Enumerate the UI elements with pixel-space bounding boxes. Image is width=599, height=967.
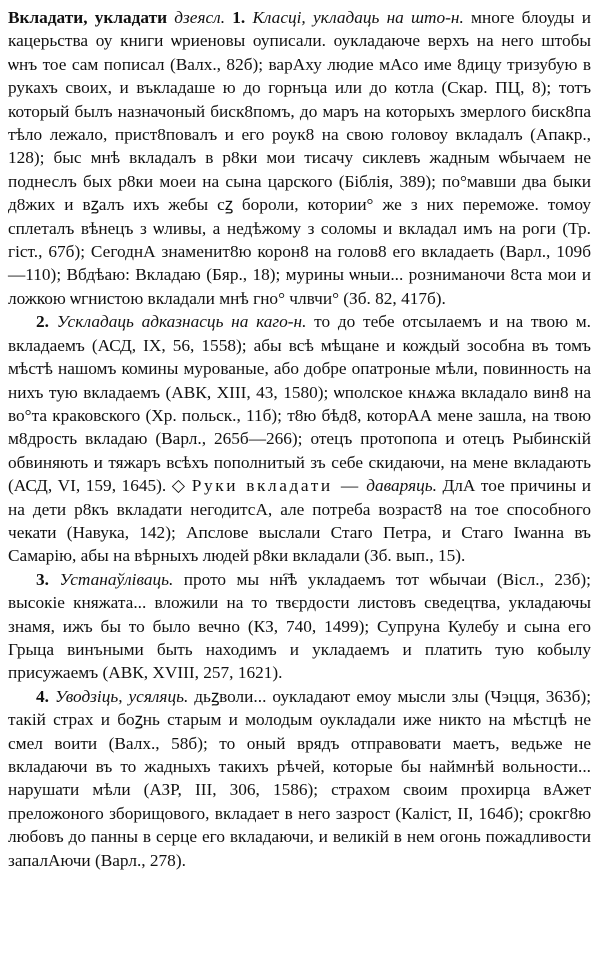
sense-number: 1. <box>232 8 246 27</box>
phrase: Руки вкладати — <box>191 476 361 496</box>
sense-1 <box>8 6 591 310</box>
sense-number: 2. <box>36 312 49 332</box>
headword: Вкладати, укладати <box>8 8 168 27</box>
sense-body: то до тебе отсылаемъ и на твою м. вкладаемъ (АСД, IX, 56, 1558); абы всѣ мѣщане и кождый зособна въ томъ мѣстѣ нашомъ комины мурованые, або добре опатроные мѣли, повинность на нихъ тую вкладаемъ (АВК, XIII, 43, 1580); ѡполское кнѧжа вкладало вин8 на во°та краковского (Хр. польск., 11б); т8ю бѣд8, которАА мене зашла, на твою м8дрость вкладаю (Варл., 265б—266); отецъ протопопа и отецъ Рыбинскій обвиняють и тяжаръ всѣхъ пополнитый зъ себе скидаючи, на мене вкладають (АСД, VI, 159, 1645). <box>8 312 591 496</box>
sense-gloss: Класці, укладаць на што-н. <box>252 8 464 27</box>
sense-gloss: Устанаўліваць. <box>59 569 174 589</box>
sense-number: 4. <box>36 686 49 706</box>
phrase-body: ДлА тое причины и на дети р8къ вкладати негодитсА, але потреба возраст8 на тое способного чекати (Навука, 142); Апслове выслали Стаго Петра, и Стаго Іѡанна въ Самарію, абы на вѣрныхъ людей р8ки вкладали (Зб. вып., 15). <box>8 476 592 566</box>
sense-3 <box>8 568 591 685</box>
sense-gloss: Ускладаць адказнасць на каго-н. <box>56 312 307 332</box>
sense-gloss: Уводзіць, усяляць. <box>54 686 189 706</box>
sense-number: 3. <box>36 569 49 589</box>
sense-body: прото мы нн҇ѣ укладаемъ тот ѡбычаи (Вісл., 23б); высокіе княжата... вложили на то твєрдости листовъ сведецтва, укладаючы знамя, ижъ бы то было вечно (КЗ, 740, 1499); Супруна Кулебу и сына его Грыца винъными быть находимъ и укладаемъ и платить тую кобылу присужаемъ (АВК, XVIII, 257, 1621). <box>8 569 591 683</box>
phrase-gloss: даваряць. <box>366 476 437 496</box>
part-of-speech: дзеясл. <box>174 8 226 27</box>
phrase-diamond: ◇ <box>171 476 187 496</box>
sense-body: дьꙁволи... оукладают емоу мысли злы (Чэцця, 363б); такій страх и боꙁнь старым и молодым оукладали иже никто на мѣстцѣ не смел воити (Валх., 58б); то оный врядъ отправовати маетъ, ведьже не вкладаючи въ то жадныхъ такихъ рѣчей, которые бы наймнѣй вольности... нарушати мѣли (АЗР, III, 306, 1586); страхом своим прохирца вАжет преложоного зборищового, вкладает в него зазрост (Каліст, II, 164б); срокг8ю любовъ до панны в серце его вкладаючи, и великій в нем огонь пожадливости запалАючи (Варл., 278). <box>8 686 591 870</box>
sense-2 <box>8 310 591 567</box>
sense-4 <box>8 685 591 872</box>
sense-body: многе блоуды и кацерьства оу книги ѡриеновы оуписали. оукладаюче верхъ на него штобы ѡнъ тое сам пописал (Валх., 82б); варАху людие мАсо име 8дицу тризубую в рукахъ своих, и въкладаше ю до горнъца или до котла (Скар. ПЦ, 8); тотъ который былъ назначоный биск8помъ, до маръ на которыхъ змерлого биск8па тѣло лежало, прист8повалъ и его роук8 на свою головоу вкладалъ (Апакр., 128); быс мнѣ вкладалъ в р8ки мои тисачу сиклевъ жадным ѡбычаем не поднеслъ бых р8ки моеи на сына царского (Біблія, 389); по°мавши два быки д8жих и вꙁалъ ихъ жебы сꙁ бороли, котории° же з них переможе. томоу сплеталъ вѣнецъ з ѡливы, а недѣжому з соломы и вкладал имъ на роги (Тр. гіст., 67б); СегоднА знаменит8ю корон8 на голов8 его вкладаеть (Варл., 109б—110); Вбдѣаю: Вкладаю (Бяр., 18); мурины ѡныи... розниманочи 8ста мои и ложкою ѡгнистою вкладали мнѣ гно° члвчи° (Зб. 82, 417б). <box>8 8 592 308</box>
